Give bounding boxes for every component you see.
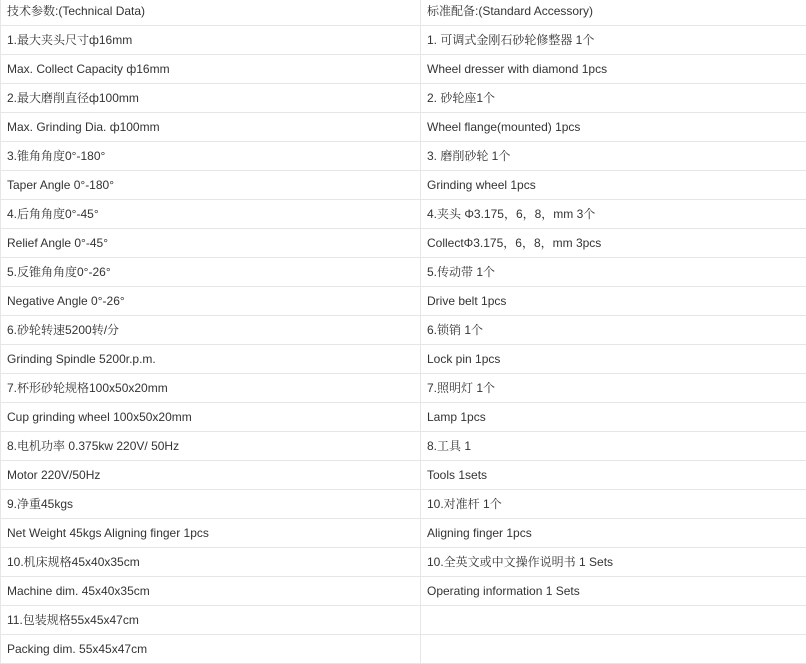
table-row <box>1 548 806 577</box>
standard-accessory-cell: Lamp 1pcs <box>421 403 806 432</box>
table-row <box>1 113 806 142</box>
standard-accessory-cell <box>421 635 806 664</box>
table-row <box>1 171 806 200</box>
technical-data-cell: Motor 220V/50Hz <box>1 461 421 490</box>
standard-accessory-cell: Lock pin 1pcs <box>421 345 806 374</box>
standard-accessory-cell: 2. 砂轮座1个 <box>421 84 806 113</box>
standard-accessory-cell: Operating information 1 Sets <box>421 577 806 606</box>
standard-accessory-cell: 7.照明灯 1个 <box>421 374 806 403</box>
technical-data-cell: Packing dim. 55x45x47cm <box>1 635 421 664</box>
technical-data-cell: 2.最大磨削直径ф100mm <box>1 84 421 113</box>
table-row <box>1 26 806 55</box>
standard-accessory-cell <box>421 606 806 635</box>
technical-data-cell: Cup grinding wheel 100x50x20mm <box>1 403 421 432</box>
standard-accessory-cell: 5.传动带 1个 <box>421 258 806 287</box>
standard-accessory-cell: 6.锁销 1个 <box>421 316 806 345</box>
technical-data-cell: Grinding Spindle 5200r.p.m. <box>1 345 421 374</box>
technical-data-cell: Relief Angle 0°-45° <box>1 229 421 258</box>
table-row <box>1 258 806 287</box>
table-row <box>1 84 806 113</box>
standard-accessory-cell: Wheel flange(mounted) 1pcs <box>421 113 806 142</box>
technical-data-cell: 4.后角角度0°-45° <box>1 200 421 229</box>
standard-accessory-cell: Grinding wheel 1pcs <box>421 171 806 200</box>
technical-data-cell: Max. Grinding Dia. ф100mm <box>1 113 421 142</box>
technical-data-cell: Negative Angle 0°-26° <box>1 287 421 316</box>
table-row <box>1 345 806 374</box>
table-row <box>1 0 806 26</box>
technical-data-cell: Machine dim. 45x40x35cm <box>1 577 421 606</box>
technical-data-cell: 6.砂轮转速5200转/分 <box>1 316 421 345</box>
table-row <box>1 490 806 519</box>
technical-data-cell: 10.机床规格45x40x35cm <box>1 548 421 577</box>
table-row <box>1 403 806 432</box>
technical-data-cell: 1.最大夹头尺寸ф16mm <box>1 26 421 55</box>
standard-accessory-cell: 8.工具 1 <box>421 432 806 461</box>
standard-accessory-cell: 4.夹头 Φ3.175，6，8，mm 3个 <box>421 200 806 229</box>
technical-data-cell: 9.净重45kgs <box>1 490 421 519</box>
technical-data-cell: Net Weight 45kgs Aligning finger 1pcs <box>1 519 421 548</box>
standard-accessory-cell: Tools 1sets <box>421 461 806 490</box>
technical-data-cell: 5.反锥角角度0°-26° <box>1 258 421 287</box>
standard-accessory-cell: CollectΦ3.175，6，8，mm 3pcs <box>421 229 806 258</box>
standard-accessory-cell: 10.对准杆 1个 <box>421 490 806 519</box>
standard-accessory-cell: 1. 可调式金刚石砂轮修整器 1个 <box>421 26 806 55</box>
standard-accessory-cell: 10.全英文或中文操作说明书 1 Sets <box>421 548 806 577</box>
technical-data-cell: 7.杯形砂轮规格100x50x20mm <box>1 374 421 403</box>
technical-data-cell: 8.电机功率 0.375kw 220V/ 50Hz <box>1 432 421 461</box>
table-row <box>1 374 806 403</box>
table-row <box>1 287 806 316</box>
table-row <box>1 55 806 84</box>
technical-data-cell: Max. Collect Capacity ф16mm <box>1 55 421 84</box>
standard-accessory-cell: Drive belt 1pcs <box>421 287 806 316</box>
table-row <box>1 229 806 258</box>
table-row <box>1 142 806 171</box>
table-row <box>1 635 806 664</box>
technical-data-cell: 技术参数:(Technical Data) <box>1 0 421 26</box>
standard-accessory-cell: 3. 磨削砂轮 1个 <box>421 142 806 171</box>
table-row <box>1 461 806 490</box>
table-row <box>1 577 806 606</box>
table-row <box>1 606 806 635</box>
technical-data-cell: 11.包装规格55x45x47cm <box>1 606 421 635</box>
standard-accessory-cell: 标准配备:(Standard Accessory) <box>421 0 806 26</box>
standard-accessory-cell: Wheel dresser with diamond 1pcs <box>421 55 806 84</box>
table-row <box>1 432 806 461</box>
table-row <box>1 200 806 229</box>
standard-accessory-cell: Aligning finger 1pcs <box>421 519 806 548</box>
technical-data-cell: 3.锥角角度0°-180° <box>1 142 421 171</box>
technical-data-cell: Taper Angle 0°-180° <box>1 171 421 200</box>
table-row <box>1 316 806 345</box>
spec-table-body <box>1 0 806 664</box>
table-row <box>1 519 806 548</box>
